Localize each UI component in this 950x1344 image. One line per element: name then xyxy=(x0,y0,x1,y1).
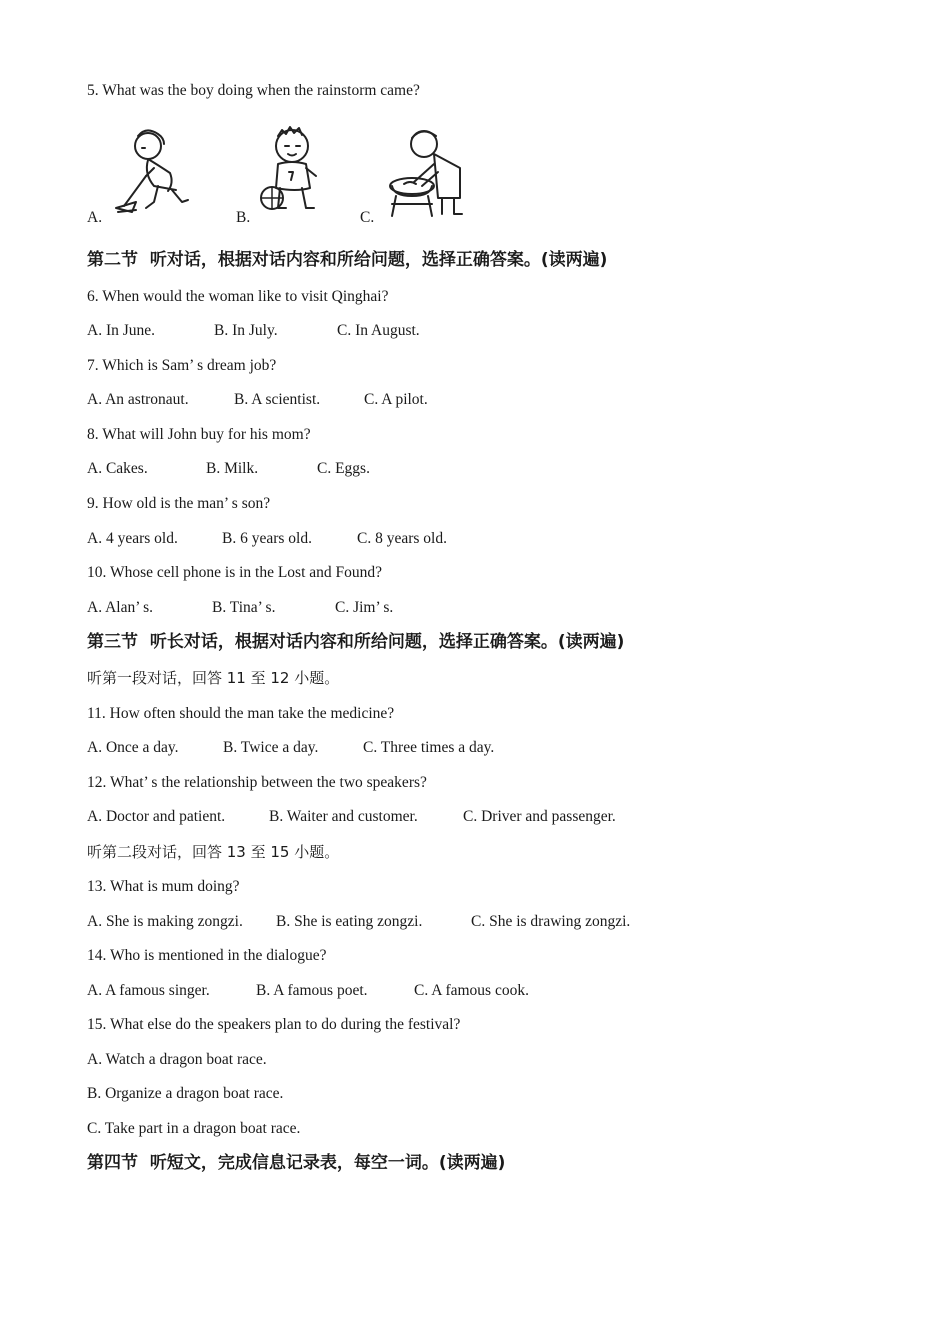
q11-option-b: B. Twice a day. xyxy=(223,739,319,756)
q14-option-b: B. A famous poet. xyxy=(256,982,368,999)
q14-question: 14. Who is mentioned in the dialogue? xyxy=(87,947,327,964)
q11-question: 11. How often should the man take the medicine? xyxy=(87,705,395,722)
q6-option-b: B. In July. xyxy=(214,322,278,339)
q10-option-a: A. Alan’ s. xyxy=(87,599,154,616)
q8-option-c: C. Eggs. xyxy=(317,460,370,477)
q11-option-a: A. Once a day. xyxy=(87,739,179,756)
section-3-part-2-instruction: 听第二段对话，回答 13 至 15 小题。 xyxy=(87,843,340,861)
q6-option-c: C. In August. xyxy=(337,322,420,339)
q12-option-c: C. Driver and passenger. xyxy=(463,808,616,825)
boy-washing-icon xyxy=(382,124,470,220)
q10-option-c: C. Jim’ s. xyxy=(335,599,394,616)
q5-option-a-label: A. xyxy=(87,209,103,226)
q12-option-a: A. Doctor and patient. xyxy=(87,808,226,825)
q9-option-b: B. 6 years old. xyxy=(222,530,312,547)
q8-option-b: B. Milk. xyxy=(206,460,259,477)
section-4-heading: 第四节 听短文，完成信息记录表，每空一词。(读两遍) xyxy=(87,1153,506,1173)
q13-option-c: C. She is drawing zongzi. xyxy=(471,913,631,930)
q9-option-a: A. 4 years old. xyxy=(87,530,178,547)
q13-question: 13. What is mum doing? xyxy=(87,878,240,895)
q12-option-b: B. Waiter and customer. xyxy=(269,808,418,825)
q8-question: 8. What will John buy for his mom? xyxy=(87,426,311,443)
q15-option-c: C. Take part in a dragon boat race. xyxy=(87,1120,301,1137)
q14-option-a: A. A famous singer. xyxy=(87,982,210,999)
q15-option-a: A. Watch a dragon boat race. xyxy=(87,1051,267,1068)
q6-question: 6. When would the woman like to visit Qinghai? xyxy=(87,288,389,305)
q11-option-c: C. Three times a day. xyxy=(363,739,495,756)
q5-option-c-label: C. xyxy=(360,209,375,226)
q7-question: 7. Which is Sam’ s dream job? xyxy=(87,357,277,374)
boy-sweeping-icon xyxy=(108,124,194,220)
section-3-part-1-instruction: 听第一段对话，回答 11 至 12 小题。 xyxy=(87,669,340,687)
section-3-heading: 第三节 听长对话，根据对话内容和所给问题，选择正确答案。(读两遍) xyxy=(87,632,625,652)
q8-option-a: A. Cakes. xyxy=(87,460,148,477)
q7-option-b: B. A scientist. xyxy=(234,391,321,408)
q5-option-b-label: B. xyxy=(236,209,251,226)
q6-option-a: A. In June. xyxy=(87,322,156,339)
q12-question: 12. What’ s the relationship between the two speakers? xyxy=(87,774,427,791)
q10-question: 10. Whose cell phone is in the Lost and Found? xyxy=(87,564,383,581)
section-2-heading: 第二节 听对话，根据对话内容和所给问题，选择正确答案。(读两遍) xyxy=(87,250,608,270)
q15-question: 15. What else do the speakers plan to do during the festival? xyxy=(87,1016,461,1033)
q13-option-a: A. She is making zongzi. xyxy=(87,913,243,930)
q14-option-c: C. A famous cook. xyxy=(414,982,529,999)
q13-option-b: B. She is eating zongzi. xyxy=(276,913,423,930)
q9-option-c: C. 8 years old. xyxy=(357,530,447,547)
q7-option-a: A. An astronaut. xyxy=(87,391,189,408)
boy-basketball-icon xyxy=(258,124,328,220)
q5-question: 5. What was the boy doing when the rainstorm came? xyxy=(87,82,420,99)
q7-option-c: C. A pilot. xyxy=(364,391,428,408)
q15-option-b: B. Organize a dragon boat race. xyxy=(87,1085,284,1102)
q10-option-b: B. Tina’ s. xyxy=(212,599,276,616)
q9-question: 9. How old is the man’ s son? xyxy=(87,495,271,512)
